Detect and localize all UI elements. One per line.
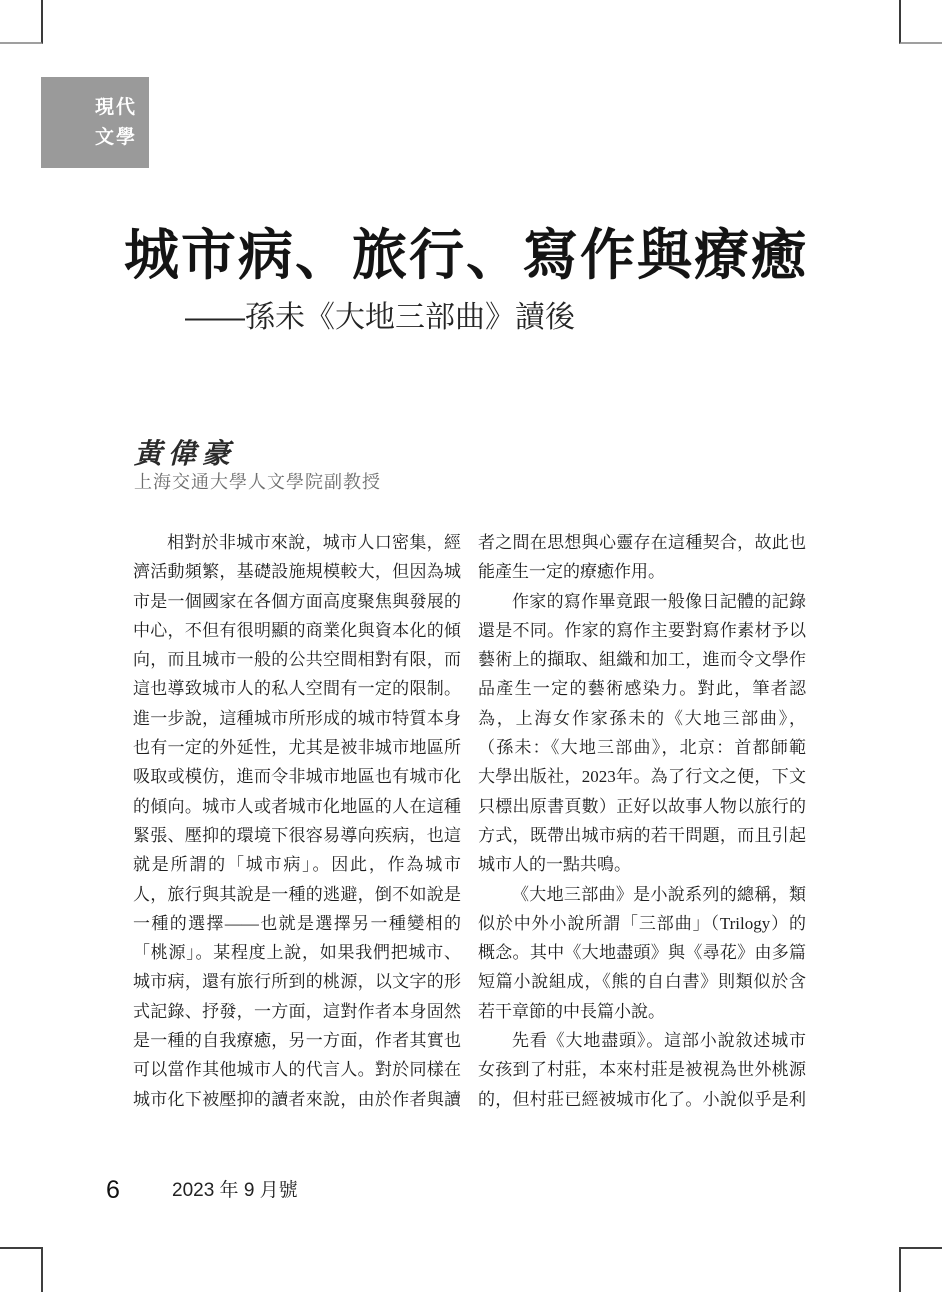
author-name: 黃偉豪 (134, 439, 237, 470)
crop-mark-top-left (0, 0, 43, 44)
body-text-line: 式記錄、抒發，一方面，這對作者本身固然 (133, 1001, 461, 1021)
body-column-right (478, 528, 806, 1114)
body-text-line: 進一步說，這種城市所形成的城市特質本身 (133, 708, 461, 728)
body-text-line: 還是不同。作家的寫作主要對寫作素材予以 (478, 620, 806, 640)
body-text-line: 「桃源」。某程度上說，如果我們把城市、 (133, 943, 461, 963)
body-text-line: 女孩到了村莊，本來村莊是被視為世外桃源 (478, 1060, 806, 1080)
body-text-line: 向，而且城市一般的公共空間相對有限，而 (133, 650, 461, 670)
body-text-line: 城市化下被壓抑的讀者來說，由於作者與讀 (133, 1089, 461, 1109)
body-text-line: 品產生一定的藝術感染力。對此，筆者認 (478, 679, 806, 699)
body-text-line: 者之間在思想與心靈存在這種契合，故此也 (478, 533, 806, 552)
article-subtitle: ——孫未《大地三部曲》讀後 (185, 301, 575, 334)
body-text-line: 短篇小說組成，《熊的自白書》則類似於含 (478, 972, 806, 992)
body-text-line: 中心，不但有很明顯的商業化與資本化的傾 (133, 620, 461, 640)
body-text-line: 人，旅行與其說是一種的逃避，倒不如說是 (133, 884, 461, 904)
crop-mark-top-right (899, 0, 942, 44)
page-number: 6 (106, 1176, 120, 1204)
body-text-line: 《大地三部曲》是小說系列的總稱，類 (512, 884, 806, 904)
body-text-line: 一種的選擇——也就是選擇另一種變相的 (133, 913, 461, 933)
body-text-line: 能產生一定的療癒作用。 (478, 562, 665, 582)
body-text-line: （孫未：《大地三部曲》，北京：首都師範 (478, 738, 806, 758)
issue-label: 2023 年 9 月號 (172, 1180, 298, 1201)
crop-mark-bottom-right (899, 1247, 942, 1292)
body-text-line: 大學出版社，2023年。為了行文之便，下文 (478, 767, 806, 787)
body-text-line: 若干章節的中長篇小說。 (478, 1001, 665, 1021)
body-text-line: 相對於非城市來說，城市人口密集，經 (167, 533, 461, 552)
article-title: 城市病、旅行、寫作與療癒 (124, 225, 809, 286)
body-column-left (133, 528, 461, 1114)
body-text-line: 的傾向。城市人或者城市化地區的人在這種 (133, 796, 461, 816)
body-text-line: 城市人的一點共鳴。 (478, 855, 631, 875)
body-text-line: 似於中外小說所謂「三部曲」（Trilogy）的 (478, 913, 806, 933)
crop-mark-bottom-left (0, 1247, 43, 1292)
body-text-line: 城市病，還有旅行所到的桃源，以文字的形 (133, 972, 461, 992)
section-badge-line1: 現代 (94, 96, 137, 118)
body-text-line: 方式，既帶出城市病的若干問題，而且引起 (478, 825, 806, 845)
body-text-line: 是一種的自我療癒，另一方面，作者其實也 (133, 1031, 461, 1051)
body-text-line: 也有一定的外延性，尤其是被非城市地區所 (133, 738, 461, 758)
body-text-line: 濟活動頻繁，基礎設施規模較大，但因為城 (133, 562, 461, 582)
body-text-line: 吸取或模仿，進而令非城市地區也有城市化 (133, 767, 461, 787)
body-text-line: 只標出原書頁數）正好以故事人物以旅行的 (478, 796, 806, 816)
article-body (133, 528, 806, 1114)
body-text-line: 的，但村莊已經被城市化了。小說似乎是利 (478, 1089, 806, 1109)
body-text-line: 市是一個國家在各個方面高度聚焦與發展的 (133, 591, 461, 611)
body-text-line: 作家的寫作畢竟跟一般像日記體的記錄 (512, 591, 806, 611)
section-badge (41, 77, 149, 168)
body-text-line: 這也導致城市人的私人空間有一定的限制。 (133, 679, 461, 699)
body-text-line: 為，上海女作家孫未的《大地三部曲》， (478, 708, 806, 728)
section-badge-line2: 文學 (94, 126, 137, 148)
body-text-line: 就是所謂的「城市病」。因此，作為城市 (133, 855, 461, 875)
body-text-line: 可以當作其他城市人的代言人。對於同樣在 (133, 1060, 461, 1080)
body-text-line: 先看《大地盡頭》。這部小說敘述城市 (512, 1031, 806, 1051)
body-text-line: 緊張、壓抑的環境下很容易導向疾病，也這 (133, 825, 461, 845)
body-text-line: 概念。其中《大地盡頭》與《尋花》由多篇 (478, 943, 806, 963)
author-affiliation: 上海交通大學人文學院副教授 (134, 472, 381, 492)
body-text-line: 藝術上的擷取、組織和加工，進而令文學作 (478, 650, 806, 670)
